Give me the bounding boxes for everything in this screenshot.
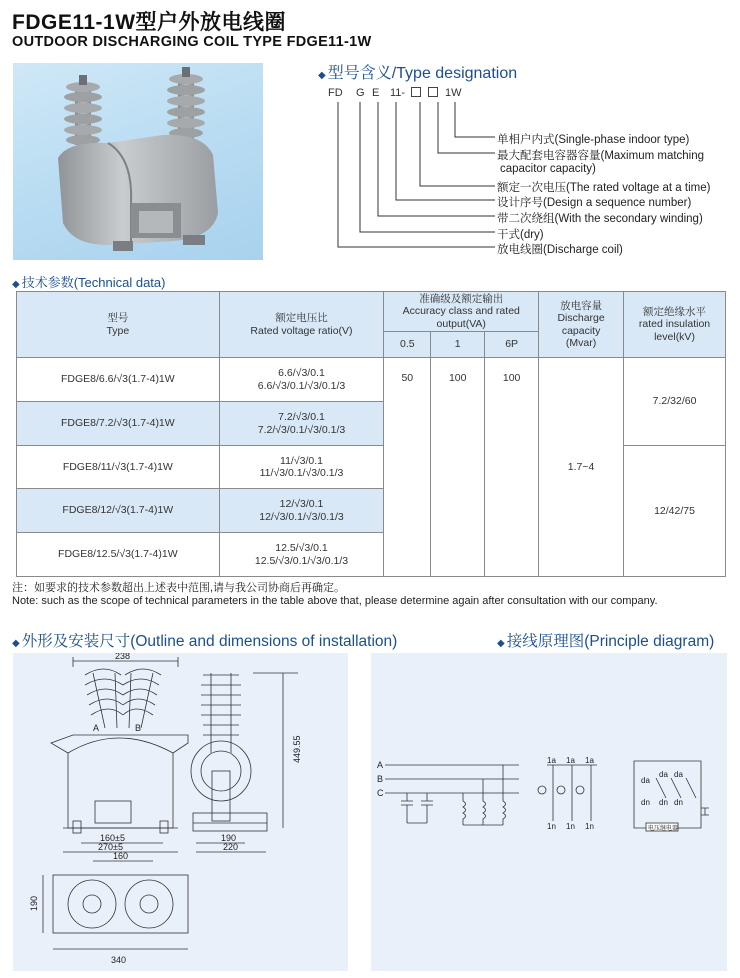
desc-secondary-winding: 带二次绕组(With the secondary winding) <box>497 213 703 225</box>
cell-type: FDGE8/6.6/√3(1.7-4)1W <box>17 358 220 402</box>
code-g: G <box>356 87 365 99</box>
page-subtitle: OUTDOOR DISCHARGING COIL TYPE FDGE11-1W <box>12 34 372 50</box>
header-ratio-en: Rated voltage ratio(V) <box>250 324 353 337</box>
cell-ratio-1: 12.5/√3/0.1 <box>275 542 328 555</box>
cell-ratio <box>219 446 384 489</box>
cell-discharge: 1.7~4 <box>539 358 624 577</box>
cell-ratio <box>219 358 384 402</box>
header-discharge <box>539 292 624 358</box>
header-accuracy-en: Accuracy class and rated output(VA) <box>402 305 520 330</box>
type-designation-title: 型号含义/Type designation <box>327 65 518 82</box>
line-c: C <box>377 788 384 798</box>
desc-max-capacitor-cont: capacitor capacity) <box>500 163 596 175</box>
principle-heading <box>497 629 714 651</box>
dn-1: dn <box>641 798 650 807</box>
relay-label: 电压继电器 <box>648 826 679 832</box>
dim-238: 238 <box>115 653 131 661</box>
dn-3: dn <box>674 798 683 807</box>
line-b: B <box>377 774 384 784</box>
cell-ratio-1: 12/√3/0.1 <box>279 498 324 511</box>
code-e: E <box>372 87 380 99</box>
code-11: 11- <box>390 87 406 99</box>
code-box-1 <box>411 87 421 99</box>
line-a: A <box>377 760 384 770</box>
cell-acc-05: 50 <box>384 358 431 577</box>
term-1n-2: 1n <box>566 822 575 831</box>
page-title: FDGE11-1W型户外放电线圈 <box>12 11 287 34</box>
dim-190a: 190 <box>221 833 237 843</box>
outline-drawing-panel <box>13 653 348 971</box>
header-insulation <box>624 292 726 358</box>
note-cn: 注：如要求的技术参数超出上述表中范围,请与我公司协商后再确定。 <box>12 582 346 594</box>
outline-heading <box>12 629 397 651</box>
header-ratio-cn: 额定电压比 <box>275 312 328 325</box>
type-designation-leader-lines <box>320 100 500 255</box>
cell-ratio-1: 7.2/√3/0.1 <box>278 411 325 424</box>
cell-insulation-2: 12/42/75 <box>624 446 726 577</box>
cell-acc-1: 100 <box>431 358 485 577</box>
cell-insulation-1: 7.2/32/60 <box>624 358 726 446</box>
label-b: B <box>135 723 142 733</box>
da-3: da <box>674 770 683 779</box>
desc-rated-voltage: 额定一次电压(The rated voltage at a time) <box>497 182 711 194</box>
dim-160a: 160±5 <box>100 833 125 843</box>
cell-ratio-2: 11/√3/0.1/√3/0.1/3 <box>259 467 344 479</box>
term-1n-1: 1n <box>547 822 556 831</box>
code-fd: FD <box>328 87 343 99</box>
cell-ratio-1: 6.6/√3/0.1 <box>278 367 325 380</box>
desc-max-capacitor: 最大配套电容器容量(Maximum matching <box>497 150 705 162</box>
cell-ratio <box>219 489 384 533</box>
cell-ratio-2: 12/√3/0.1/√3/0.1/3 <box>259 510 344 523</box>
technical-data-table <box>16 291 726 577</box>
principle-diagram-panel <box>371 653 727 971</box>
header-acc-05: 0.5 <box>384 332 431 358</box>
principle-title: 接线原理图(Principle diagram) <box>506 633 715 650</box>
product-photo <box>13 63 263 260</box>
desc-single-phase: 单相户内式(Single-phase indoor type) <box>497 134 690 146</box>
diamond-bullet-icon: ◆ <box>12 279 20 290</box>
table-row <box>17 358 726 402</box>
dn-2: dn <box>659 798 668 807</box>
dim-220: 220 <box>223 842 239 852</box>
header-type <box>17 292 220 358</box>
header-insulation-cn: 额定绝缘水平 <box>643 306 707 319</box>
diamond-bullet-icon: ◆ <box>497 638 505 649</box>
header-accuracy-cn: 准确级及额定输出 <box>419 293 504 306</box>
dim-160b: 160 <box>113 851 129 861</box>
desc-design-sequence: 设计序号(Design a sequence number) <box>497 197 692 209</box>
header-discharge-cn: 放电容量 <box>560 300 603 313</box>
technical-data-heading <box>12 272 165 291</box>
cell-ratio-2: 6.6/√3/0.1/√3/0.1/3 <box>257 379 346 392</box>
header-acc-6p: 6P <box>485 332 539 358</box>
desc-discharge-coil: 放电线圈(Discharge coil) <box>497 244 623 256</box>
principle-diagram <box>371 653 727 971</box>
outline-drawing <box>13 653 348 971</box>
note-en: Note: such as the scope of technical parameters in the table above that, please determine again after consultation with our company. <box>12 594 658 607</box>
header-discharge-en: Discharge capacity (Mvar) <box>557 312 605 349</box>
cell-type: FDGE8/12/√3(1.7-4)1W <box>17 489 220 533</box>
header-acc-1: 1 <box>431 332 485 358</box>
term-1a-3: 1a <box>585 756 594 765</box>
header-ratio <box>219 292 384 358</box>
cell-ratio-1: 11/√3/0.1 <box>280 454 323 467</box>
term-1n-3: 1n <box>585 822 594 831</box>
type-code-row <box>328 87 488 101</box>
cell-type: FDGE8/7.2/√3(1.7-4)1W <box>17 402 220 446</box>
outline-title: 外形及安装尺寸(Outline and dimensions of installation) <box>21 633 398 650</box>
note <box>12 582 722 607</box>
desc-dry: 干式(dry) <box>497 229 544 241</box>
diamond-bullet-icon: ◆ <box>12 638 20 649</box>
discharge-coil-photo <box>13 63 263 260</box>
cell-ratio <box>219 402 384 446</box>
dim-270: 270±5 <box>98 842 123 852</box>
type-designation-heading <box>318 60 517 83</box>
dim-449: 449.55 <box>292 735 302 763</box>
term-1a-1: 1a <box>547 756 556 765</box>
cell-ratio-2: 7.2/√3/0.1/√3/0.1/3 <box>257 423 346 436</box>
diamond-bullet-icon: ◆ <box>318 70 326 81</box>
cell-type: FDGE8/12.5/√3(1.7-4)1W <box>17 533 220 577</box>
cell-ratio <box>219 533 384 577</box>
header-type-en: Type <box>106 324 130 337</box>
cell-ratio-2: 12.5/√3/0.1/√3/0.1/3 <box>254 554 349 567</box>
header-type-cn: 型号 <box>107 312 129 325</box>
header-insulation-en: rated insulation level(kV) <box>638 318 711 343</box>
cell-type: FDGE8/11/√3(1.7-4)1W <box>17 446 220 489</box>
da-1: da <box>641 776 650 785</box>
label-a: A <box>93 723 100 733</box>
term-1a-2: 1a <box>566 756 575 765</box>
dim-340: 340 <box>111 955 127 965</box>
da-2: da <box>659 770 668 779</box>
code-box-2 <box>428 87 438 99</box>
dim-190b: 190 <box>29 895 39 911</box>
header-accuracy <box>384 292 539 332</box>
cell-acc-6p: 100 <box>485 358 539 577</box>
code-1w: 1W <box>445 87 462 99</box>
technical-data-title: 技术参数(Technical data) <box>21 275 166 290</box>
